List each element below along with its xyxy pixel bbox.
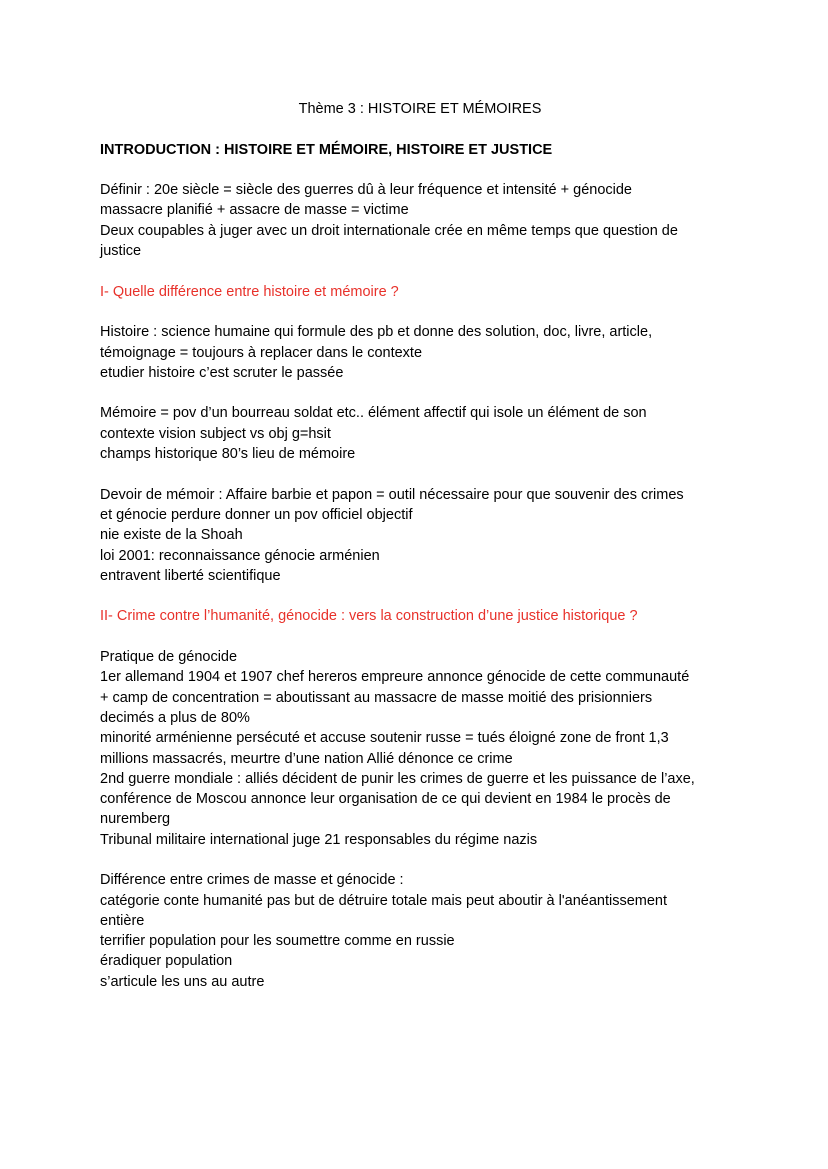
pratique-line: 2nd guerre mondiale : alliés décident de punir les crimes de guerre et les puissance de l’axe, bbox=[100, 770, 695, 787]
histoire-line: Histoire : science humaine qui formule des pb et donne des solution, doc, livre, article, bbox=[100, 324, 653, 341]
memoire-line: contexte vision subject vs obj g=hsit bbox=[100, 425, 331, 442]
difference-line: catégorie conte humanité pas but de détruire totale mais peut aboutir à l'anéantissement bbox=[100, 892, 668, 909]
devoir-line: nie existe de la Shoah bbox=[100, 527, 243, 544]
difference-line: éradiquer population bbox=[100, 953, 233, 970]
difference-line: entière bbox=[100, 912, 145, 929]
section-2-heading: II- Crime contre l’humanité, génocide : vers la construction d’une justice historique ? bbox=[100, 608, 638, 625]
difference-line: Différence entre crimes de masse et génocide : bbox=[100, 872, 404, 889]
spacer bbox=[100, 627, 740, 647]
devoir-line: Devoir de mémoir : Affaire barbie et papon = outil nécessaire pour que souvenir des crimes bbox=[100, 486, 684, 503]
pratique-line: + camp de concentration = aboutissant au massacre de masse moitié des prisionniers bbox=[100, 689, 653, 706]
pratique-line: Tribunal militaire international juge 21 responsables du régime nazis bbox=[100, 831, 538, 848]
pratique-line: Pratique de génocide bbox=[100, 649, 238, 666]
devoir-line: entravent liberté scientifique bbox=[100, 567, 281, 584]
spacer bbox=[100, 464, 740, 484]
spacer bbox=[100, 160, 740, 180]
devoir-line: loi 2001: reconnaissance génocie arménien bbox=[100, 547, 380, 564]
intro-line: massacre planifié + assacre de masse = victime bbox=[100, 202, 409, 219]
intro-heading: INTRODUCTION : HISTOIRE ET MÉMOIRE, HISTOIRE ET JUSTICE bbox=[100, 141, 553, 158]
pratique-line: millions massacrés, meurtre d’une nation Allié dénonce ce crime bbox=[100, 750, 513, 767]
memoire-line: champs historique 80’s lieu de mémoire bbox=[100, 446, 356, 463]
intro-line: justice bbox=[100, 243, 142, 260]
document-page bbox=[100, 99, 740, 992]
spacer bbox=[100, 850, 740, 870]
memoire-line: Mémoire = pov d’un bourreau soldat etc.. élément affectif qui isole un élément de son bbox=[100, 405, 647, 422]
pratique-line: nuremberg bbox=[100, 811, 171, 828]
section-1-heading: I- Quelle différence entre histoire et mémoire ? bbox=[100, 283, 399, 300]
histoire-line: témoignage = toujours à replacer dans le contexte bbox=[100, 344, 423, 361]
pratique-line: minorité arménienne persécuté et accuse soutenir russe = tués éloigné zone de front 1,3 bbox=[100, 730, 669, 747]
spacer bbox=[100, 119, 740, 139]
spacer bbox=[100, 261, 740, 281]
devoir-line: et génocie perdure donner un pov officiel objectif bbox=[100, 506, 413, 523]
intro-line: Deux coupables à juger avec un droit internationale crée en même temps que question de bbox=[100, 222, 678, 239]
spacer bbox=[100, 302, 740, 322]
pratique-line: conférence de Moscou annonce leur organisation de ce qui devient en 1984 le procès de bbox=[100, 791, 671, 808]
spacer bbox=[100, 586, 740, 606]
difference-line: s’articule les uns au autre bbox=[100, 973, 265, 990]
pratique-line: decimés a plus de 80% bbox=[100, 709, 250, 726]
spacer bbox=[100, 383, 740, 403]
histoire-line: etudier histoire c’est scruter le passée bbox=[100, 364, 344, 381]
intro-line: Définir : 20e siècle = siècle des guerres dû à leur fréquence et intensité + génocide bbox=[100, 182, 632, 199]
difference-line: terrifier population pour les soumettre comme en russie bbox=[100, 933, 455, 950]
page-title: Thème 3 : HISTOIRE ET MÉMOIRES bbox=[298, 101, 542, 117]
pratique-line: 1er allemand 1904 et 1907 chef hereros empreure annonce génocide de cette communauté bbox=[100, 669, 690, 686]
